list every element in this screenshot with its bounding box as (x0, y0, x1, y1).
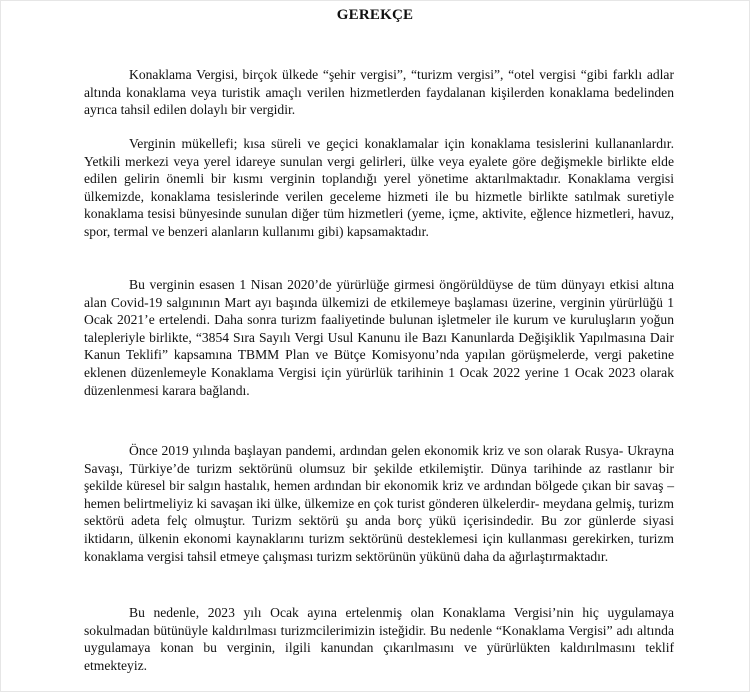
paragraph-5: Bu nedenle, 2023 yılı Ocak ayına ertelenmiş olan Konaklama Vergisi’nin hiç uygulamaya sokulmadan bütünüyle kaldırılması turizmcilerimizin isteğidir. Bu nedenle “Konaklama Vergisi” adı altında uygulamaya konan bu verginin, ilgili kanundan çıkarılmasını ve yürürlükten kaldırılmasını teklif etmekteyiz. (84, 605, 674, 673)
paragraph-1: Konaklama Vergisi, birçok ülkede “şehir vergisi”, “turizm vergisi”, “otel vergisi “gibi farklı adlar altında konaklama veya turistik amaçlı verilen hizmetlerden faydalanan kişilerden konaklama bedelinden ayrıca tahsil edilen dolaylı bir vergidir. (84, 67, 674, 118)
paragraph-2: Verginin mükellefi; kısa süreli ve geçici konaklamalar için konaklama tesislerini kullananlardır. Yetkili merkezi veya yerel idareye sunulan vergi gelirleri, ülke veya eyalete göre değişmekle birlikte elde edilen gelirin önemli bir kısmı verginin toplandığı yerel yönetime aktarılmaktadır. Konaklama vergisi ülkemizde, konaklama tesislerinde verilen geceleme hizmeti ile bu hizmetle birlikte satılmak suretiyle konaklama tesisi bünyesinde sunulan diğer tüm hizmetleri (yeme, içme, aktivite, eğlence hizmetleri, havuz, spor, termal ve benzeri alanların kullanımı gibi) kapsamaktadır. (84, 136, 674, 239)
paragraph-3: Bu verginin esasen 1 Nisan 2020’de yürürlüğe girmesi öngörüldüyse de tüm dünyayı etkisi altına alan Covid-19 salgınının Mart ayı başında ülkemizi de etkilemeye başlaması üzerine, verginin yürürlüğü 1 Ocak 2021’e ertelendi. Daha sonra turizm faaliyetinde bulunan işletmeler ile kurum ve kuruluşların yoğun talepleriyle birlikte, “3854 Sıra Sayılı Vergi Usul Kanunu ile Bazı Kanunlarda Değişiklik Yapılmasına Dair Kanun Teklifi” kapsamına TBMM Plan ve Bütçe Komisyonu’nda yapılan görüşmelerde, vergi paketine eklenen düzenlemeyle Konaklama Vergisi için yürürlük tarihinin 1 Ocak 2022 yerine 1 Ocak 2023 olarak düzenlenmesi karara bağlandı. (84, 277, 674, 398)
paragraph-4: Önce 2019 yılında başlayan pandemi, ardından gelen ekonomik kriz ve son olarak Rusya- Ukrayna Savaşı, Türkiye’de turizm sektörünü olumsuz bir şekilde etkilemiştir. Dünya tarihinde az rastlanır bir şekilde küresel bir salgın hastalık, hemen ardından bir ekonomik kriz ve ardından bölgede çıkan bir savaş –hemen belirtmeliyiz ki savaşan iki ülke, ülkemize en çok turist gönderen ülkelerdir- meydana gelmiş, turizm sektörü adeta felç olmuştur. Turizm sektörü şu anda borç yükü içerisindedir. Bu zor günlerde siyasi iktidarın, ülkenin ekonomi kaynaklarını turizm sektörünü desteklemesi için kullanması gerekirken, turizm konaklama vergisi tahsil etmeye çalışması turizm sektörünün yükünü daha da ağırlaştırmaktadır. (84, 443, 674, 564)
document-title: GEREKÇE (336, 7, 414, 23)
